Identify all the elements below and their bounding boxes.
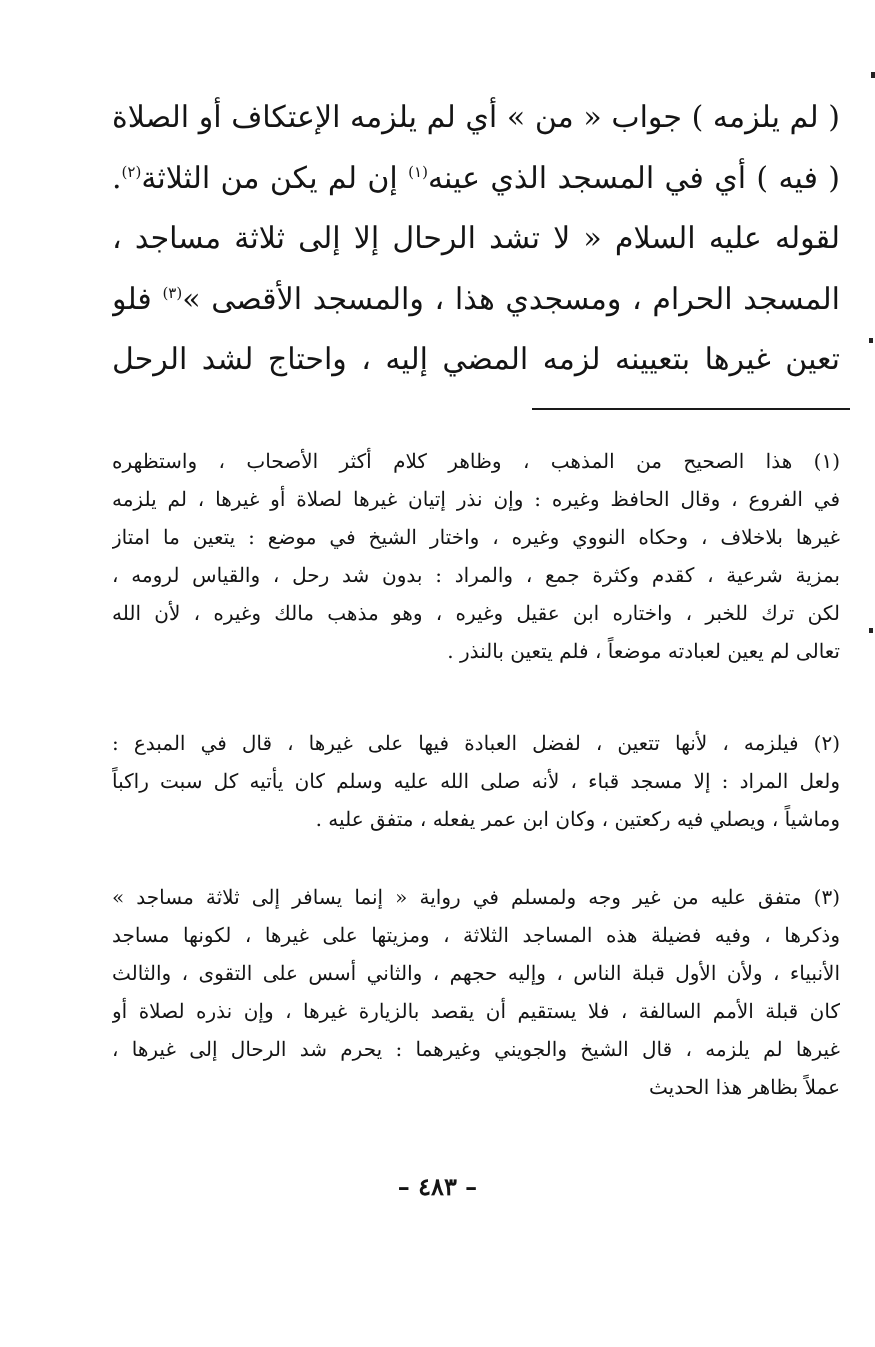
footnote-line: (١) هذا الصحيح من المذهب ، وظاهر كلام أكثر الأصحاب ، واستظهره: [112, 449, 840, 473]
footnote-1: [112, 442, 840, 670]
main-text: [112, 88, 840, 391]
main-line-4-tail: فلو: [112, 281, 152, 317]
footnote-line: (٣) متفق عليه من غير وجه ولمسلم في رواية « إنما يسافر إلى ثلاثة مساجد »: [112, 885, 840, 909]
footnote-3: [112, 878, 840, 1106]
footnote-ref-1[interactable]: (١): [408, 162, 428, 181]
main-line-2-end: .: [112, 160, 122, 196]
main-line-4: [112, 270, 840, 331]
main-line-2-text: ( فيه ) أي في المسجد الذي عينه: [427, 160, 840, 196]
footnote-line: كان قبلة الأمم السالفة ، فلا يستقيم أن يقصد بالزيارة غيرها ، وإن نذره لصلاة أو: [112, 999, 840, 1023]
margin-mark: [869, 338, 873, 343]
main-line-2: [112, 149, 840, 210]
footnote-separator: [532, 408, 850, 410]
footnote-line: غيرها بلاخلاف ، وحكاه النووي وغيره ، واختار الشيخ في موضع : يتعين ما امتاز: [112, 525, 840, 549]
footnote-line: وماشياً ، ويصلي فيه ركعتين ، وكان ابن عمر يفعله ، متفق عليه .: [315, 807, 840, 831]
margin-mark: [871, 72, 875, 78]
footnote-line: ولعل المراد : إلا مسجد قباء ، لأنه صلى الله عليه وسلم كان يأتيه كل سبت راكباً: [112, 769, 840, 793]
footnote-line: تعالى لم يعين لعبادته موضعاً ، فلم يتعين بالنذر .: [447, 639, 840, 663]
main-line-5: تعين غيرها بتعيينه لزمه المضي إليه ، واحتاج لشد الرحل: [112, 342, 840, 377]
main-line-3: لقوله عليه السلام « لا تشد الرحال إلا إلى ثلاثة مساجد ،: [112, 221, 840, 256]
footnote-ref-3[interactable]: (٣): [162, 283, 183, 302]
footnote-2: [112, 724, 840, 838]
footnote-line: بمزية شرعية ، كقدم وكثرة جمع ، والمراد : بدون شد رحل ، والقياس لرومه ،: [112, 563, 840, 587]
page-number: – ٤٨٣ –: [397, 1172, 478, 1201]
footnote-ref-2[interactable]: (٢): [121, 162, 142, 181]
margin-mark: [869, 628, 873, 633]
footnote-line: غيرها لم يلزمه ، قال الشيخ والجويني وغيرهما : يحرم شد الرحال إلى غيرها ،: [112, 1037, 840, 1061]
footnote-line: عملاً بظاهر هذا الحديث: [648, 1075, 840, 1099]
footnote-line: الأنبياء ، ولأن الأول قبلة الناس ، وإليه حجهم ، والثاني أسس على التقوى ، والثالث: [112, 961, 840, 985]
main-line-2-tail: إن لم يكن من الثلاثة: [141, 160, 398, 196]
main-line-1: ( لم يلزمه ) جواب « من » أي لم يلزمه الإعتكاف أو الصلاة: [112, 100, 840, 135]
footnote-line: (٢) فيلزمه ، لأنها تتعين ، لفضل العبادة فيها على غيرها ، قال في المبدع :: [112, 731, 840, 755]
footnote-line: وذكرها ، وفيه فضيلة هذه المساجد الثلاثة ، ومزيتها على غيرها ، لكونها مساجد: [112, 923, 840, 947]
main-line-4-text: المسجد الحرام ، ومسجدي هذا ، والمسجد الأقصى »: [182, 281, 840, 317]
footnote-line: في الفروع ، وقال الحافظ وغيره : وإن نذر إتيان غيرها لصلاة أو غيرها ، لم يلزمه: [112, 487, 840, 511]
footnote-line: لكن ترك للخبر ، واختاره ابن عقيل وغيره ، وهو مذهب مالك وغيره ، لأن الله: [112, 601, 840, 625]
